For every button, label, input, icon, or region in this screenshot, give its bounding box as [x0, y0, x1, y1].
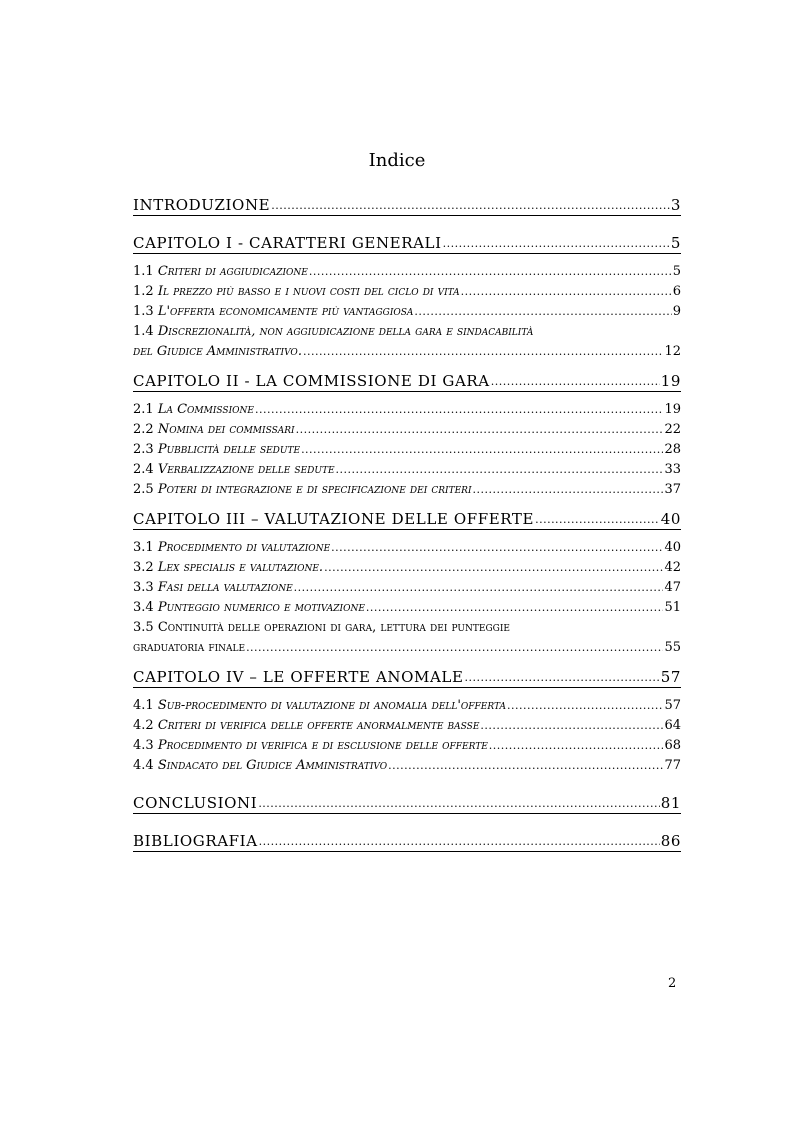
- toc-section-title-line1: Discrezionalità, non aggiudicazione della gara e sindacabilità: [157, 324, 534, 339]
- toc-section-number: 1.4: [133, 324, 154, 339]
- toc-page-number: 19: [660, 372, 681, 390]
- toc-page-number: 12: [664, 344, 681, 359]
- toc-dot-leader: [301, 440, 663, 460]
- toc-section-title: Poteri di integrazione e di specificazione dei criteri: [157, 482, 472, 497]
- toc-section-number: 4.1: [133, 698, 154, 713]
- toc-section-number: 3.4: [133, 600, 154, 615]
- toc-page-number: 33: [664, 462, 681, 477]
- toc-page-number: 6: [672, 284, 681, 299]
- toc-dot-leader: [480, 716, 663, 736]
- toc-section-title: Il prezzo più basso e i nuovi costi del ciclo di vita: [157, 284, 460, 299]
- toc-section-title: Lex specialis e valutazione.: [157, 560, 324, 575]
- toc-dot-leader: [296, 420, 664, 440]
- toc-section-title: Verbalizzazione delle sedute: [157, 462, 335, 477]
- toc-section-title: Pubblicità delle sedute: [157, 442, 301, 457]
- toc-dot-leader: [535, 513, 660, 526]
- toc-entry-3-4[interactable]: [133, 598, 681, 618]
- toc-page-number: 22: [664, 422, 681, 437]
- toc-entry-2-4[interactable]: [133, 460, 681, 480]
- toc-dot-leader: [489, 736, 664, 756]
- page-title: Indice: [368, 150, 426, 171]
- toc-dot-leader: [294, 578, 664, 598]
- toc-dot-leader: [303, 342, 664, 362]
- toc-section-title: Sub-procedimento di valutazione di anomalia dell'offerta: [157, 698, 506, 713]
- toc-entry-capitolo-4[interactable]: [133, 668, 681, 688]
- toc-section-title: Nomina dei commissari: [157, 422, 295, 437]
- toc-section-title: Procedimento di valutazione: [157, 540, 331, 555]
- toc-section-title-line2: graduatoria finale: [133, 640, 246, 655]
- toc-page-number: 5: [670, 234, 681, 252]
- toc-dot-leader: [324, 558, 663, 578]
- toc-page-number: 57: [660, 668, 681, 686]
- toc-dot-leader: [507, 696, 663, 716]
- toc-entry-capitolo-2[interactable]: [133, 372, 681, 392]
- toc-entry-introduzione[interactable]: [133, 196, 681, 216]
- toc-section-title: La Commissione: [157, 402, 254, 417]
- toc-page-number: 57: [664, 698, 681, 713]
- toc-entry-2-1[interactable]: [133, 400, 681, 420]
- toc-entry-bibliografia[interactable]: [133, 832, 681, 852]
- toc-section-title: L'offerta economicamente più vantaggiosa: [157, 304, 414, 319]
- toc-entry-4-2[interactable]: [133, 716, 681, 736]
- toc-page-number: 37: [664, 482, 681, 497]
- toc-dot-leader: [255, 400, 663, 420]
- toc-dot-leader: [271, 199, 670, 212]
- toc-entry-2-2[interactable]: [133, 420, 681, 440]
- toc-dot-leader: [331, 538, 663, 558]
- toc-section-number: 1.1: [133, 264, 154, 279]
- toc-dot-leader: [246, 638, 663, 658]
- toc-section-number: 1.2: [133, 284, 154, 299]
- toc-section-number: 3.1: [133, 540, 154, 555]
- toc-section-number: 2.1: [133, 402, 154, 417]
- toc-dot-leader: [465, 671, 660, 684]
- toc-chapter-label: CAPITOLO III – VALUTAZIONE DELLE OFFERTE: [133, 510, 535, 528]
- toc-dot-leader: [491, 375, 660, 388]
- toc-entry-3-5[interactable]: [133, 618, 681, 658]
- toc-entry-3-2[interactable]: [133, 558, 681, 578]
- toc-section-number: 2.2: [133, 422, 154, 437]
- toc-entry-capitolo-1[interactable]: [133, 234, 681, 254]
- toc-chapter-label: CONCLUSIONI: [133, 794, 258, 812]
- toc-chapter-label: CAPITOLO II - LA COMMISSIONE DI GARA: [133, 372, 490, 390]
- toc-section-title-line2: del Giudice Amministrativo.: [133, 344, 302, 359]
- toc-dot-leader: [259, 835, 660, 848]
- toc-page-number: 3: [670, 196, 681, 214]
- page-number: 2: [668, 976, 677, 991]
- toc-section-number: 2.5: [133, 482, 154, 497]
- toc-page-number: 40: [664, 540, 681, 555]
- toc-entry-4-4[interactable]: [133, 756, 681, 776]
- toc-section-title: Criteri di aggiudicazione: [157, 264, 308, 279]
- toc-entry-1-1[interactable]: [133, 262, 681, 282]
- toc-dot-leader: [473, 480, 664, 500]
- toc-page-number: 40: [660, 510, 681, 528]
- toc-page-number: 64: [664, 718, 681, 733]
- toc-section-number: 3.3: [133, 580, 154, 595]
- toc-page-number: 51: [664, 600, 681, 615]
- toc-section-number: 4.2: [133, 718, 154, 733]
- toc-dot-leader: [258, 797, 659, 810]
- toc-entry-4-3[interactable]: [133, 736, 681, 756]
- toc-section-number: 1.3: [133, 304, 154, 319]
- toc-section-number: 4.4: [133, 758, 154, 773]
- toc-page-number: 9: [672, 304, 681, 319]
- toc-dot-leader: [309, 262, 672, 282]
- toc-entry-1-2[interactable]: [133, 282, 681, 302]
- toc-page-number: 68: [664, 738, 681, 753]
- toc-entry-4-1[interactable]: [133, 696, 681, 716]
- toc-chapter-label: CAPITOLO IV – LE OFFERTE ANOMALE: [133, 668, 464, 686]
- toc-entry-3-3[interactable]: [133, 578, 681, 598]
- toc-section-title: Criteri di verifica delle offerte anormalmente basse: [157, 718, 480, 733]
- toc-dot-leader: [414, 302, 671, 322]
- toc-page-number: 47: [664, 580, 681, 595]
- toc-section-number: 2.3: [133, 442, 154, 457]
- toc-page-number: 5: [672, 264, 681, 279]
- toc-dot-leader: [443, 237, 670, 250]
- toc-page-number: 19: [664, 402, 681, 417]
- toc-section-title: Fasi della valutazione: [157, 580, 293, 595]
- toc-section-number: 3.5: [133, 620, 154, 635]
- table-of-contents: [133, 196, 681, 860]
- toc-entry-2-3[interactable]: [133, 440, 681, 460]
- toc-chapter-label: BIBLIOGRAFIA: [133, 832, 258, 850]
- toc-entry-1-3[interactable]: [133, 302, 681, 322]
- toc-page-number: 42: [664, 560, 681, 575]
- toc-entry-conclusioni[interactable]: [133, 794, 681, 814]
- toc-page-number: 28: [664, 442, 681, 457]
- toc-dot-leader: [366, 598, 664, 618]
- toc-page-number: 81: [660, 794, 681, 812]
- toc-section-number: 2.4: [133, 462, 154, 477]
- toc-section-title: Punteggio numerico e motivazione: [157, 600, 365, 615]
- toc-dot-leader: [388, 756, 663, 776]
- toc-dot-leader: [461, 282, 672, 302]
- toc-entry-2-5[interactable]: [133, 480, 681, 500]
- toc-chapter-label: INTRODUZIONE: [133, 196, 271, 214]
- toc-section-number: 4.3: [133, 738, 154, 753]
- toc-entry-3-1[interactable]: [133, 538, 681, 558]
- toc-chapter-label: CAPITOLO I - CARATTERI GENERALI: [133, 234, 442, 252]
- toc-section-title-line1: Continuità delle operazioni di gara, lettura dei punteggie: [157, 620, 510, 635]
- toc-page-number: 86: [660, 832, 681, 850]
- toc-entry-1-4[interactable]: [133, 322, 681, 362]
- toc-dot-leader: [336, 460, 664, 480]
- toc-section-number: 3.2: [133, 560, 154, 575]
- toc-entry-capitolo-3[interactable]: [133, 510, 681, 530]
- toc-page-number: 77: [664, 758, 681, 773]
- toc-section-title: Sindacato del Giudice Amministrativo: [157, 758, 388, 773]
- toc-page-number: 55: [664, 640, 681, 655]
- toc-section-title: Procedimento di verifica e di esclusione delle offerte: [157, 738, 488, 753]
